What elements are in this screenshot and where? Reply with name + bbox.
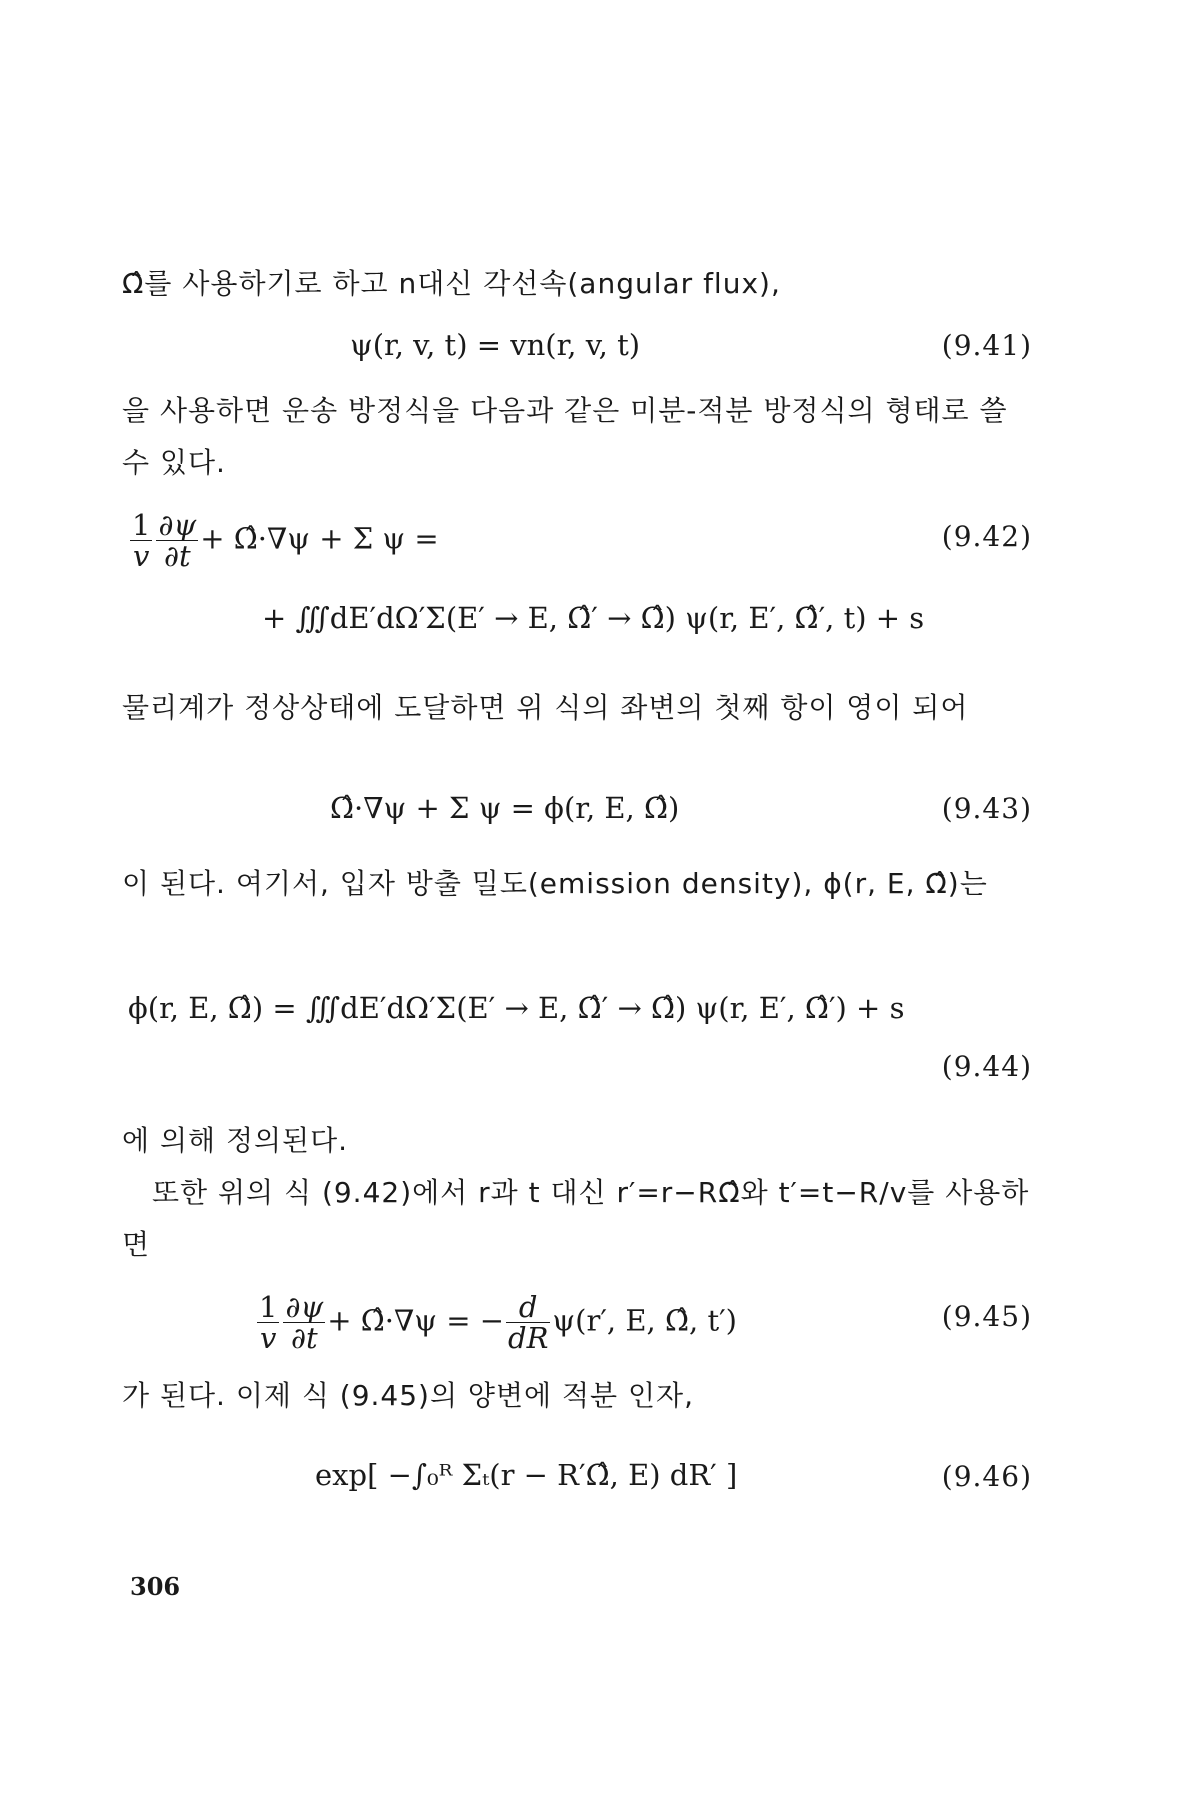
denominator: v (260, 1321, 277, 1355)
equation-terms: + Ω̂·∇ψ = − (327, 1303, 505, 1338)
equation-9-43: Ω̂·∇ψ + Σ ψ = ϕ(r, E, Ω̂) (330, 791, 680, 825)
fraction-dpsi-dt (156, 510, 198, 571)
equation-terms-tail: ψ(r′, E, Ω̂, t′) (552, 1303, 737, 1338)
numerator: 1 (132, 508, 151, 542)
equation-9-42-line-1 (128, 510, 439, 571)
page-number: 306 (130, 1572, 181, 1601)
fraction-one-over-v (257, 1292, 279, 1353)
equation-number-9-44: (9.44) (941, 1050, 1032, 1083)
equation-9-42-line-2: + ∭dE′dΩ′Σ(E′ → E, Ω̂′ → Ω̂) ψ(r, E′, Ω̂′, t) + s (262, 601, 925, 635)
equation-number-9-45: (9.45) (941, 1300, 1032, 1333)
equation-9-45 (255, 1292, 737, 1353)
equation-9-44: ϕ(r, E, Ω̂) = ∭dE′dΩ′Σ(E′ → E, Ω̂′ → Ω̂) ψ(r, E′, Ω̂′) + s (128, 991, 905, 1025)
equation-number-9-46: (9.46) (941, 1460, 1032, 1493)
paragraph-integrating-factor: 가 된다. 이제 식 (9.45)의 양변에 적분 인자, (122, 1379, 694, 1412)
paragraph-transport: 을 사용하면 운송 방정식을 다음과 같은 미분-적분 방정식의 형태로 쓸 수 있다. (122, 394, 1008, 479)
denominator: ∂t (164, 539, 191, 573)
numerator: ∂ψ (285, 1290, 324, 1324)
denominator: dR (508, 1321, 549, 1355)
denominator: ∂t (291, 1321, 318, 1355)
paragraph-substitution: 또한 위의 식 (9.42)에서 r과 t 대신 r′=r−RΩ̂와 t′=t−R/v를 사용하면 (122, 1176, 1030, 1261)
paragraph-defined: 에 의해 정의된다. (122, 1124, 349, 1157)
equation-9-46: exp[ −∫₀ᴿ Σₜ(r − R′Ω̂, E) dR′ ] (315, 1458, 738, 1492)
equation-number-9-42: (9.42) (941, 520, 1032, 553)
fraction-d-over-dR (506, 1292, 550, 1353)
paragraph-emission-density: 이 된다. 여기서, 입자 방출 밀도(emission density), ϕ(r, E, Ω̂)는 (122, 867, 988, 900)
equation-number-9-43: (9.43) (941, 792, 1032, 825)
equation-9-41: ψ(r, v, t) = vn(r, v, t) (350, 328, 641, 362)
numerator: ∂ψ (158, 508, 197, 542)
fraction-dpsi-dt (283, 1292, 325, 1353)
equation-terms: + Ω̂·∇ψ + Σ ψ = (200, 521, 439, 556)
paragraph-intro: Ω̂를 사용하기로 하고 n대신 각선속(angular flux), (122, 267, 781, 300)
numerator: 1 (259, 1290, 278, 1324)
fraction-one-over-v (130, 510, 152, 571)
paragraph-steady-state: 물리계가 정상상태에 도달하면 위 식의 좌변의 첫째 항이 영이 되어 (122, 691, 969, 724)
numerator: d (506, 1292, 550, 1323)
denominator: v (133, 539, 150, 573)
equation-number-9-41: (9.41) (941, 329, 1032, 362)
